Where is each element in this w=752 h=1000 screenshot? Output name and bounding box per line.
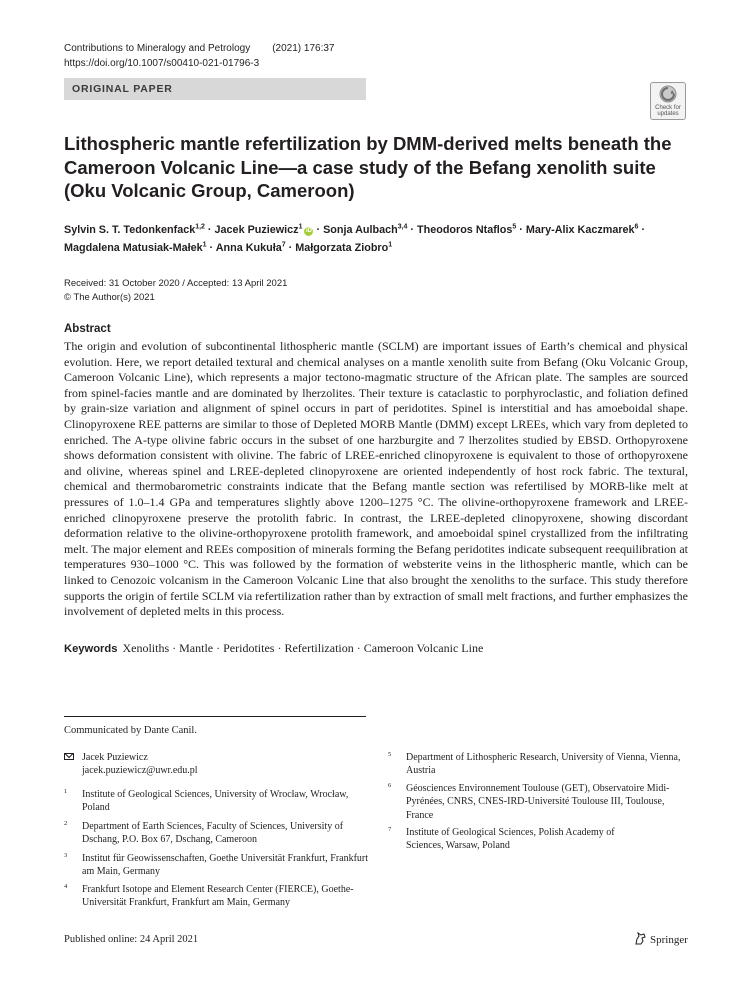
published-online: Published online: 24 April 2021	[64, 934, 199, 945]
publisher-logo[interactable]	[634, 932, 688, 947]
abstract-text: The origin and evolution of subcontinental lithospheric mantle (SCLM) are important issues of Earth’s chemical and physical evolution. Here, we report detailed textural and chemical analyses on a mantle xenolith suite from Befang (Oku Volcanic Group, Cameroon Volcanic Line), which represents a major tectono-magmatic structure of the African plate. The samples are sourced from spinel-facies mantle and are dominated by lherzolites. Their texture is cataclastic to porphyroclastic, and foliation defined by grain-size variation and alignment of spinel occurs in part of peridotites. Spinel is interstitial and has amoeboidal shape. Clinopyroxene REE patterns are similar to those of Depleted MORB Mantle (DMM) except LREEs, which vary from depleted to enriched. The A-type olivine fabric occurs in the subset of one harzburgite and 7 lherzolites studied by EBSD. Orthopyroxene shows deformation consistent with olivine. The fabric of LREE-enriched clinopyroxene is equivalent to those of orthopyroxene and olivine, whereas spinel and LREE-depleted clinopyroxene are oriented independently of host rock fabric. The textural, chemical and thermobarometric constraints indicate that the Befang mantle section was refertilised by MORB-like melt at pressures of 1.0–1.4 GPa and temperatures slightly above 1200–1275 °C. The olivine-orthopyroxene framework and LREE-enriched clinopyroxene preserve the protolith fabric. In contrast, the LREE-depleted clinopyroxene, showing discordant deformation relative to the olivine-orthopyroxene protolith framework, and amoeboidal spinel crystallized from the infiltrating melt. The major element and REEs composition of minerals forming the Befang peridotites indicate subsequent reequilibration at temperatures 930–1000 °C. This was followed by the formation of websterite veins in the lithospheric mantle, which can be linked to Cenozoic volcanism in the Cameroon Volcanic Line that also brought the xenoliths to the surface. This study therefore supports the origin of fertile SCLM via refertilization rather than by extraction of small melt fractions, and further emphasizes the involvement of depleted melts in this process.	[64, 339, 688, 619]
author-affiliation-ref: 1	[298, 223, 303, 231]
author-name[interactable]: Jacek Puziewicz	[214, 224, 299, 236]
check-badge-line2: updates	[657, 111, 679, 117]
affiliation-text: Géosciences Environnement Toulouse (GET), Observatoire Midi-Pyrénées, CNRS, CNES-IRD-Université Toulouse III, Toulouse, France	[406, 783, 670, 821]
affiliation-text: Institute of Geological Sciences, University of Wrocław, Wrocław, Poland	[82, 789, 349, 814]
article-type-label: ORIGINAL PAPER	[72, 83, 173, 95]
affiliation-text: Department of Lithospheric Research, University of Vienna, Vienna, Austria	[406, 752, 681, 777]
author-name[interactable]: Małgorzata Ziobro	[295, 242, 389, 254]
correspondence-name: Jacek Puziewicz	[82, 752, 148, 763]
affiliation-text: Department of Earth Sciences, Faculty of Sciences, University of Dschang, P.O. Box 67, Dschang, Cameroon	[82, 821, 344, 846]
author-affiliation-ref: 1,2	[195, 223, 205, 231]
author-name[interactable]: Theodoros Ntaflos	[417, 224, 513, 236]
keywords-text: Xenoliths · Mantle · Peridotites · Refertilization · Cameroon Volcanic Line	[122, 641, 484, 655]
author-name[interactable]: Anna Kukuła	[215, 242, 282, 254]
author-affiliation-ref: 1	[388, 241, 393, 249]
citation: (2021) 176:37	[272, 43, 335, 54]
affiliation-number: 4	[64, 883, 68, 890]
article-type-band	[64, 78, 366, 100]
communicated-by: Communicated by Dante Canil.	[64, 725, 197, 736]
received-accepted: Received: 31 October 2020 / Accepted: 13 April 2021	[64, 278, 288, 289]
footnote-divider	[64, 716, 366, 717]
author-name[interactable]: Sylvin S. T. Tedonkenfack	[64, 224, 196, 236]
author-name[interactable]: Sonja Aulbach	[323, 224, 398, 236]
affiliation-number: 2	[64, 820, 68, 827]
author-affiliation-ref: 6	[634, 223, 639, 231]
affiliation-text: Institut für Geowissenschaften, Goethe Universität Frankfurt, Frankfurt am Main, Germany	[82, 853, 369, 878]
copyright: © The Author(s) 2021	[64, 292, 155, 303]
springer-horse-icon	[634, 932, 647, 945]
publisher-name: Springer	[650, 934, 688, 946]
doi-link[interactable]: https://doi.org/10.1007/s00410-021-01796-3	[64, 58, 260, 69]
affiliation-number: 7	[388, 826, 392, 833]
check-badge-line1: Check for	[655, 105, 681, 111]
affiliation-number: 1	[64, 788, 68, 795]
author-affiliation-ref: 7	[281, 241, 286, 249]
article-dates	[64, 277, 287, 305]
envelope-icon	[64, 753, 74, 760]
author-affiliation-ref: 1	[202, 241, 207, 249]
author-list: Sylvin S. T. Tedonkenfack$^{1,2}$ · Jacek Puziewicz$^1$iD · Sonja Aulbach$^{3,4}$ · Theodoros Ntaflos$^5$ · Mary-Alix Kaczmarek$^6$ · Magdalena Matusiak-Małek$^1$ · Anna Kukuła$^7$ · Małgorzata Ziobro$^1$	[64, 223, 646, 254]
affiliation-number: 6	[388, 782, 392, 789]
author-affiliation-ref: 5	[512, 223, 517, 231]
affiliation-number: 3	[64, 852, 68, 859]
journal-name: Contributions to Mineralogy and Petrology	[64, 43, 251, 54]
affiliation-text: Frankfurt Isotope and Element Research Center (FIERCE), Goethe-Universität Frankfurt, Frankfurt am Main, Germany	[82, 884, 354, 909]
affiliation-text: Institute of Geological Sciences, Polish Academy of Sciences, Warsaw, Poland	[406, 827, 615, 852]
orcid-icon[interactable]: iD	[305, 228, 312, 234]
keywords	[64, 640, 483, 657]
keywords-label: Keywords	[64, 643, 118, 655]
author-affiliation-ref: 3,4	[397, 223, 408, 231]
running-header	[64, 41, 335, 71]
author-name[interactable]: Magdalena Matusiak-Małek	[64, 242, 203, 254]
affiliation-number: 5	[388, 751, 392, 758]
article-title: Lithospheric mantle refertilization by DMM-derived melts beneath the Cameroon Volcanic Line—a case study of the Befang xenolith suite (Oku Volcanic Group, Cameroon)	[64, 133, 672, 201]
check-updates-icon	[659, 85, 677, 103]
correspondence-email[interactable]: jacek.puziewicz@uwr.edu.pl	[82, 765, 198, 777]
check-for-updates-badge[interactable]	[650, 82, 686, 120]
author-name[interactable]: Mary-Alix Kaczmarek	[525, 224, 635, 236]
abstract-heading: Abstract	[64, 323, 111, 335]
